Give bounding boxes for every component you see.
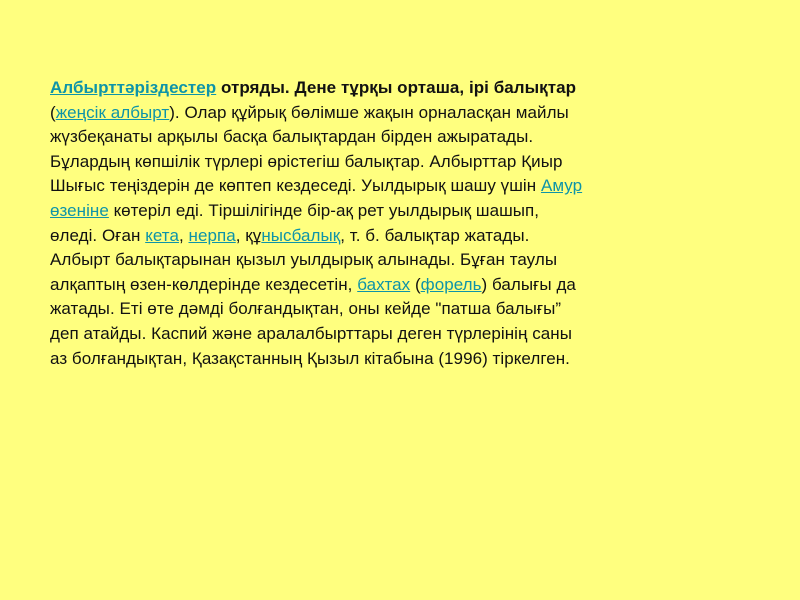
text-fragment: көтеріл еді. Тіршілігінде бір-ақ рет уылдырық шашып, bbox=[108, 200, 540, 220]
link-nerpa[interactable]: нерпа bbox=[188, 225, 236, 245]
text-line-3: жүзбеқанаты арқылы басқа балықтардан бірден ажыратады. bbox=[50, 127, 534, 147]
text-fragment: өледі. Оған bbox=[50, 225, 146, 245]
text-fragment: алқаптың өзен-көлдерінде кездесетін, bbox=[50, 274, 358, 294]
text-fragment: , т. б. балықтар жатады. bbox=[340, 225, 530, 245]
link-forel[interactable]: форель bbox=[420, 274, 482, 294]
text-line-2 bbox=[50, 101, 750, 126]
link-albyrttarizdester[interactable]: Албырттәріздестер bbox=[50, 78, 217, 97]
link-ozenine[interactable]: өзеніне bbox=[50, 200, 109, 220]
text-fragment: Шығыс теңіздерін де көптеп кездеседі. Уылдырық шашу үшін bbox=[50, 176, 541, 196]
text-line-4: Бұлардың көпшілік түрлері өрістегіш балықтар. Албырттар Қиыр bbox=[50, 151, 563, 171]
body-text bbox=[50, 76, 750, 371]
text-line-11: деп атайды. Каспий және аралалбырттары деген түрлерінің саны bbox=[50, 323, 572, 343]
text-line-8: Албырт балықтарынан қызыл уылдырық алынады. Бұған таулы bbox=[50, 250, 558, 270]
text-line-10: жатады. Еті өте дәмді болғандықтан, оны кейде "патша балығы” bbox=[50, 299, 562, 319]
text-fragment: ( bbox=[50, 102, 56, 122]
text-fragment: ). Олар құйрық бөлімше жақын орналасқан майлы bbox=[169, 102, 569, 122]
text-line-12: аз болғандықтан, Қазақстанның Қызыл кітабына (1996) тіркелген. bbox=[50, 348, 570, 368]
text-line-6 bbox=[50, 199, 750, 224]
link-amur[interactable]: Амур bbox=[540, 176, 583, 196]
text-fragment: ) балығы да bbox=[481, 274, 576, 294]
link-nysbalyk[interactable]: нысбалық bbox=[261, 225, 341, 245]
link-zhensik-albyrt[interactable]: жеңсік албырт bbox=[55, 102, 170, 122]
link-bakhtakh[interactable]: бахтах bbox=[357, 274, 411, 294]
text-line-1 bbox=[50, 76, 750, 101]
link-keta[interactable]: кета bbox=[145, 225, 179, 245]
text-fragment: , құ bbox=[235, 225, 262, 245]
text-fragment: , bbox=[178, 225, 189, 245]
text-line-7 bbox=[50, 224, 750, 249]
text-line-5 bbox=[50, 174, 750, 199]
order-heading bbox=[50, 78, 576, 97]
text-fragment: отряды. Дене тұрқы орташа, ірі балықтар bbox=[216, 78, 577, 97]
text-fragment: ( bbox=[410, 274, 421, 294]
text-line-9 bbox=[50, 273, 750, 298]
